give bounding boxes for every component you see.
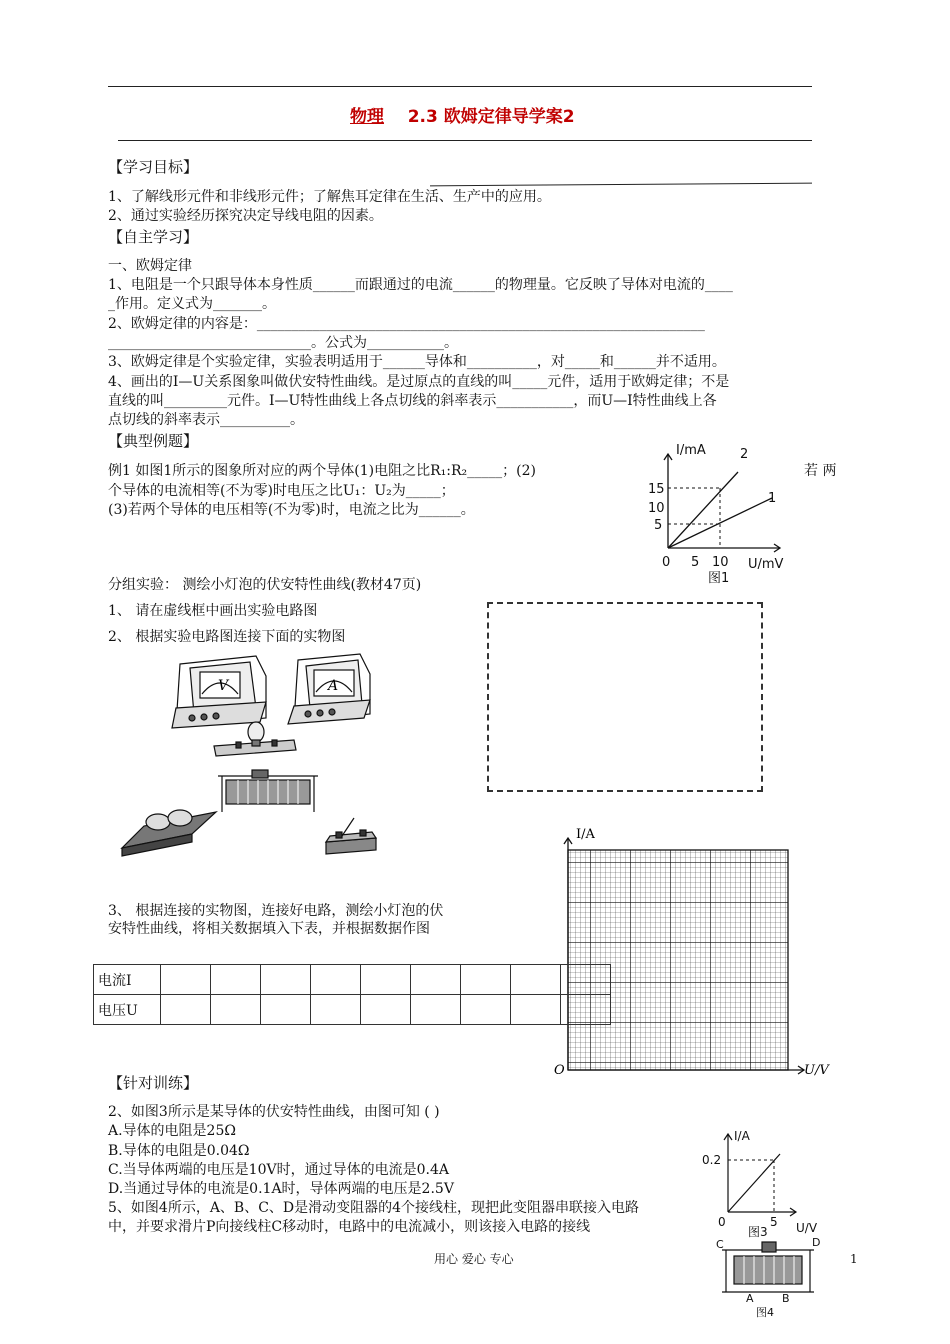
section-examples: 【典型例题】 <box>108 432 199 450</box>
self-line-5: 3、欧姆定律是个实验定律，实验表明适用于______导体和__________，对_____和______并不适用。 <box>108 354 726 370</box>
q2-option-b: B.导体的电阻是0.04Ω <box>108 1143 250 1159</box>
fig4-label-d: D <box>812 1236 821 1249</box>
self-line-6: 4、画出的I—U关系图象叫做伏安特性曲线。是过原点的直线的叫_____元件，适用于欧姆定律；不是 <box>108 374 730 390</box>
fig1-ytick-10: 10 <box>648 501 665 516</box>
rheostat <box>218 770 318 812</box>
example1-line1-end: 若 两 <box>804 463 837 479</box>
fig3-line <box>728 1154 780 1212</box>
page-title <box>350 108 575 126</box>
fig1-ytick-15: 15 <box>648 482 665 497</box>
grid-ylabel: I/A <box>576 827 595 842</box>
section-practice: 【针对训练】 <box>108 1074 199 1092</box>
bulb-holder <box>214 722 296 756</box>
self-line-4: _____________________________。公式为___________。 <box>108 335 458 351</box>
example1-line2: 个导体的电流相等(不为零)时电压之比U₁：U₂为_____； <box>108 483 455 499</box>
fig1-xtick-0: 0 <box>662 555 671 570</box>
fig1-xtick-10: 10 <box>712 555 729 570</box>
group-exp-item1: 1、 请在虚线框中画出实验电路图 <box>108 603 318 619</box>
figure-4 <box>712 1236 822 1342</box>
grid-xlabel: U/V <box>804 1063 829 1078</box>
section-self: 【自主学习】 <box>108 228 199 246</box>
goal-1: 1、了解线形元件和非线形元件；了解焦耳定律在生活、生产中的应用。 <box>108 189 551 205</box>
fig3-ytick: 0.2 <box>702 1153 722 1167</box>
switch <box>326 818 376 854</box>
fig1-xtick-5: 5 <box>691 555 700 570</box>
title-rule <box>118 140 812 141</box>
fig4-label-b: B <box>782 1292 790 1305</box>
fig1-ytick-5: 5 <box>654 518 663 533</box>
goals-rule <box>430 183 812 187</box>
fig3-caption: 图3 <box>748 1225 768 1238</box>
self-line-3: 2、欧姆定律的内容是：________________________________________________________________ <box>108 316 705 332</box>
fig4-caption: 图4 <box>756 1306 774 1319</box>
fig4-label-a: A <box>746 1292 754 1305</box>
title-rest: 2.3 欧姆定律导学案2 <box>407 107 575 127</box>
group-exp-item3b: 安特性曲线，将相关数据填入下表，并根据数据作图 <box>108 921 430 937</box>
fig3-xtick: 5 <box>770 1215 778 1229</box>
example1-line3: (3)若两个导体的电压相等(不为零)时，电流之比为______。 <box>108 502 475 518</box>
section-goals: 【学习目标】 <box>108 158 199 176</box>
self-line-8: 点切线的斜率表示__________。 <box>108 412 304 428</box>
fig3-xlabel: U/V <box>796 1221 818 1235</box>
fig1-line-1 <box>668 498 772 548</box>
group-exp-item2: 2、 根据实验电路图连接下面的实物图 <box>108 629 346 645</box>
battery-box <box>122 810 216 856</box>
q2-option-a: A.导体的电阻是25Ω <box>108 1123 236 1139</box>
data-table <box>93 964 611 1025</box>
q5-line1: 5、如图4所示，A、B、C、D是滑动变阻器的4个接线柱，现把此变阻器串联接入电路 <box>108 1200 640 1216</box>
grid-origin: O <box>554 1063 565 1078</box>
ammeter-label: A <box>328 678 339 694</box>
page-number: 1 <box>850 1252 858 1266</box>
q2-option-c: C.当导体两端的电压是10V时，通过导体的电流是0.4A <box>108 1162 449 1178</box>
group-exp-item3a: 3、 根据连接的实物图，连接好电路，测绘小灯泡的伏 <box>108 903 444 919</box>
top-rule <box>108 86 812 87</box>
table-row-current <box>94 965 611 995</box>
group-exp-title: 分组实验： 测绘小灯泡的伏安特性曲线(教材47页) <box>108 577 422 593</box>
fig1-xlabel: U/mV <box>748 557 784 572</box>
self-line-7: 直线的叫_________元件。I—U特性曲线上各点切线的斜率表示___________，而U—I特性曲线上各 <box>108 393 717 409</box>
voltmeter-label: V <box>218 678 229 694</box>
table-row-voltage <box>94 995 611 1025</box>
goal-2: 2、通过实验经历探究决定导线电阻的因素。 <box>108 208 383 224</box>
fig4-label-c: C <box>716 1238 724 1251</box>
fig1-label-1: 1 <box>768 491 777 506</box>
row-header-current: 电流I <box>94 965 161 995</box>
fig3-ylabel: I/A <box>734 1129 750 1143</box>
graph-paper[interactable] <box>550 822 840 1080</box>
figure-3 <box>700 1128 830 1238</box>
fig1-line-2 <box>668 472 738 548</box>
fig1-caption: 图1 <box>708 571 730 586</box>
title-subject: 物理 <box>350 107 384 127</box>
example1-line1: 例1 如图1所示的图象所对应的两个导体(1)电阻之比R₁:R₂_____；(2) <box>108 463 536 479</box>
circuit-diagram-box[interactable] <box>487 602 763 792</box>
fig3-origin: 0 <box>718 1215 726 1229</box>
self-line-0: 一、欧姆定律 <box>108 258 192 274</box>
self-line-2: _作用。定义式为_______。 <box>108 296 276 312</box>
q2-option-d: D.当通过导体的电流是0.1A时，导体两端的电压是2.5V <box>108 1181 454 1197</box>
self-line-1: 1、电阻是一个只跟导体本身性质______而跟通过的电流______的物理量。它反映了导体对电流的____ <box>108 277 733 293</box>
figure-1 <box>640 436 800 586</box>
fig1-label-2: 2 <box>740 447 749 462</box>
footer-center: 用心 爱心 专心 <box>434 1252 514 1266</box>
q5-line2: 中，并要求滑片P向接线柱C移动时，电路中的电流减小，则该接入电路的接线 <box>108 1219 591 1235</box>
fig1-ylabel: I/mA <box>676 443 706 458</box>
q2-stem: 2、如图3所示是某导体的伏安特性曲线，由图可知 ( ) <box>108 1104 440 1120</box>
row-header-voltage: 电压U <box>94 995 161 1025</box>
apparatus-illustration <box>118 652 378 862</box>
